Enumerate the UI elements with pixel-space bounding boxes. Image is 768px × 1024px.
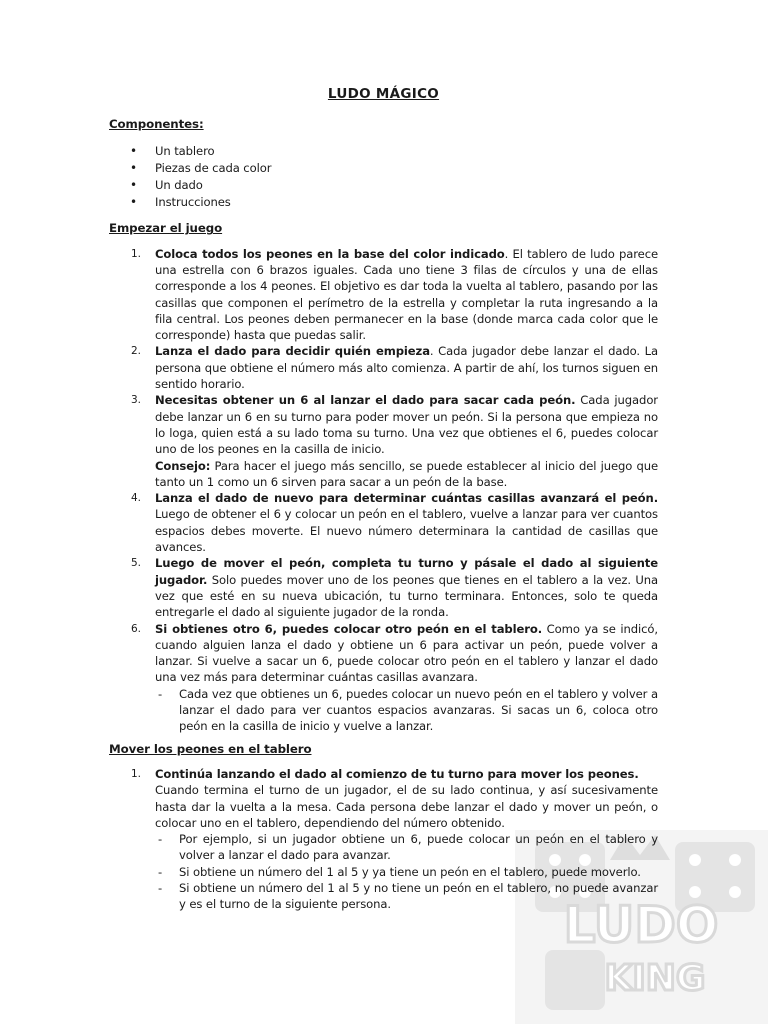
list-item: • Piezas de cada color [109, 160, 658, 177]
step-number: 2. [131, 345, 141, 358]
start-game-heading: Empezar el juego [109, 221, 223, 236]
step-item [109, 343, 658, 392]
step-number: 1. [131, 247, 141, 260]
step-bold: Si obtienes otro 6, puedes colocar otro peón en el tablero. [155, 621, 543, 636]
list-item: • Un tablero [109, 143, 658, 160]
sub-item: - Por ejemplo, si un jugador obtiene un 6, puede colocar un peón en el tablero y volver a lanzar el dado para avanzar. [155, 831, 658, 864]
move-pawns-steps [109, 766, 658, 913]
step-item [109, 392, 658, 490]
page-title: LUDO MÁGICO [327, 86, 440, 102]
step-item [109, 490, 658, 555]
start-game-steps [109, 246, 658, 735]
step-bold: Lanza el dado de nuevo para determinar cuántas casillas avanzará el peón. [155, 491, 658, 506]
watermark-king-text: KING [604, 958, 706, 999]
document-body [109, 86, 658, 919]
step-number: 4. [131, 492, 141, 505]
step-bold: Lanza el dado para decidir quién empieza [155, 344, 430, 359]
step-number: 3. [131, 394, 141, 407]
step-item [109, 766, 658, 913]
step-text: Solo puedes mover uno de los peones que tienes en el tablero a la vez. Una vez que esté en su nueva ubicación, tu turno terminara. Entonces, solo te queda entregarle el dado al siguiente jugador de la ronda. [155, 572, 658, 620]
step-number: 6. [131, 622, 141, 635]
sub-item: - Si obtiene un número del 1 al 5 y no tiene un peón en el tablero, no puede avanzar y es el turno de la siguiente persona. [155, 880, 658, 913]
move-pawns-heading: Mover los peones en el tablero [109, 741, 312, 756]
list-item: • Instrucciones [109, 194, 658, 211]
step-text: Como ya se indicó, cuando alguien lanza el dado y obtiene un 6 para activar un peón, puede volver a lanzar. Si vuelve a sacar un 6, puede colocar otro peón en el tablero y lanzar el dado una vez más para determinar cuántas casillas avanzara. [155, 621, 658, 685]
step-text: Cuando termina el turno de un jugador, el de su lado continua, y así sucesivamente hasta dar la vuelta a la mesa. Cada persona debe lanzar el dado y mover un peón, o colocar uno en el tablero, dependiendo del número obtenido. [155, 783, 658, 830]
step-bold: Coloca todos los peones en la base del color indicado [155, 246, 505, 261]
step-item [109, 246, 658, 344]
step-number: 1. [131, 767, 141, 780]
step-item [109, 555, 658, 620]
step-bold: Luego de mover el peón, completa tu turno y pásale el dado al siguiente jugador. [155, 556, 658, 587]
sub-item: - Si obtiene un número del 1 al 5 y ya tiene un peón en el tablero, puede moverlo. [155, 864, 658, 880]
components-heading: Componentes: [109, 117, 204, 132]
step-text: Luego de obtener el 6 y colocar un peón en el tablero, vuelve a lanzar para ver cuantos espacios debes moverte. El nuevo número determinara la cantidad de casillas que avances. [155, 507, 658, 555]
components-list [109, 143, 658, 212]
step-text: Cada jugador debe lanzar un 6 en su turno para poder mover un peón. Si la persona que empieza no lo loga, quien está a su lado toma su turno. Una vez que obtienes el 6, puedes colocar uno de los peones en la casilla de inicio. [155, 393, 658, 457]
step-number: 5. [131, 557, 141, 570]
list-item: • Un dado [109, 177, 658, 194]
sub-item: - Cada vez que obtienes un 6, puedes colocar un nuevo peón en el tablero y volver a lanzar el dado para ver cuantos espacios avanzaras. Si sacas un 6, coloca otro peón en la casilla de inicio y vuelve a lanzar. [155, 686, 658, 735]
step-text: . El tablero de ludo parece una estrella con 6 brazos iguales. Cada uno tiene 3 filas de círculos y una de ellas corresponde a los 4 peones. El objetivo es dar toda la vuelta al tablero, pasando por las casillas que componen el perímetro de la estrella y completar la ruta ingresando a la fila central. Los peones deben permanecer en la base (donde marca cada color que le corresponde) hasta que puedas salir. [155, 246, 659, 343]
step-bold: Necesitas obtener un 6 al lanzar el dado para sacar cada peón. [155, 393, 576, 408]
step-item [109, 621, 658, 735]
tip-label: Consejo: [155, 458, 211, 473]
step-bold: Continúa lanzando el dado al comienzo de tu turno para mover los peones. [155, 766, 639, 781]
watermark-ludo-text: LUDO [563, 896, 719, 954]
tip-text: Para hacer el juego más sencillo, se puede establecer al inicio del juego que tanto un 1 como un 6 sirven para sacar a un peón de la base. [155, 458, 658, 489]
step-text: . Cada jugador debe lanzar el dado. La persona que obtiene el número más alto comienza. A partir de ahí, los turnos siguen en sentido horario. [155, 344, 659, 392]
